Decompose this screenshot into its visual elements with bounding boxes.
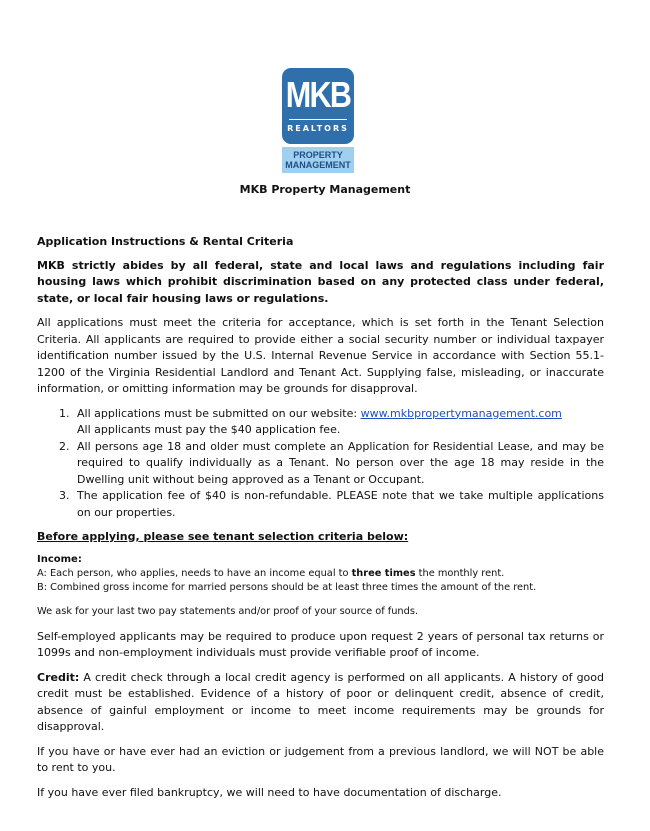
- list-item: 3. The application fee of $40 is non-refundable. PLEASE note that we take multiple applications on our properties.: [73, 488, 604, 521]
- income-item-b: B: Combined gross income for married persons should be at least three times the amount of the rent.: [37, 581, 537, 593]
- logo-divider: [289, 119, 347, 120]
- logo-realtors: REALTORS: [287, 124, 349, 133]
- income-title: Income:: [37, 553, 82, 565]
- criteria-heading: Before applying, please see tenant selection criteria below:: [37, 530, 409, 543]
- income-a-suffix: the monthly rent.: [415, 567, 505, 579]
- website-link[interactable]: www.mkbpropertymanagement.com: [360, 406, 562, 420]
- fair-housing-statement: MKB strictly abides by all federal, state and local laws and regulations including fair housing laws which prohibit discrimination based on any protected class under federal, state, or local fair housing laws or regulations.: [37, 258, 604, 305]
- logo-sub-line1: PROPERTY: [293, 150, 343, 160]
- document-body: [37, 234, 604, 809]
- list-item-1-fee: All applicants must pay the $40 application fee.: [77, 423, 341, 436]
- eviction-paragraph: If you have or have ever had an eviction or judgement from a previous landlord, we will NOT be able to rent to you.: [37, 744, 604, 774]
- income-a-bold: three times: [351, 567, 416, 579]
- section-heading: Application Instructions & Rental Criteria: [37, 235, 294, 248]
- credit-paragraph: [37, 670, 604, 736]
- instruction-list: [37, 406, 604, 522]
- credit-text: A credit check through a local credit agency is performed on all applicants. A history of good credit must be established. Evidence of a history of poor or delinquent credit, absence of credit, absence of gainful employment or income to meet income requirements may be grounds for disapproval.: [37, 670, 604, 733]
- list-item: [73, 406, 604, 439]
- pay-statements-note: We ask for your last two pay statements and/or proof of your source of funds.: [37, 605, 419, 617]
- income-a-prefix: A: Each person, who applies, needs to have an income equal to: [37, 567, 352, 579]
- logo-letters: MKB: [285, 74, 351, 115]
- income-item-a: [37, 567, 604, 581]
- acceptance-paragraph: All applications must meet the criteria for acceptance, which is set forth in the Tenant Selection Criteria. All applicants are required to provide either a social security number or individual taxpayer identification number issued by the U.S. Internal Revenue Service in accordance with Section 55.1-1200 of the Virginia Residential Landlord and Tenant Act. Supplying false, misleading, or inaccurate information, or omitting information may be grounds for disapproval.: [37, 316, 604, 395]
- logo-main-block: [282, 68, 354, 144]
- mkb-logo: [282, 68, 354, 173]
- logo-sub-line2: MANAGEMENT: [285, 160, 351, 170]
- list-item-1-text: All applications must be submitted on our website:: [77, 406, 361, 420]
- self-employed-paragraph: Self-employed applicants may be required to produce upon request 2 years of personal tax returns or 1099s and non-employment individuals must provide verifiable proof of income.: [37, 629, 604, 659]
- credit-label: Credit:: [37, 670, 80, 684]
- logo-property-management: [282, 147, 354, 173]
- company-name: MKB Property Management: [239, 183, 411, 196]
- list-item: 2. All persons age 18 and older must complete an Application for Residential Lease, and may be required to qualify individually as a Tenant. No person over the age 18 may reside in the Dwelling unit without being approved as a Tenant or Occupant.: [73, 439, 604, 489]
- bankruptcy-paragraph: If you have ever filed bankruptcy, we will need to have documentation of discharge.: [37, 785, 502, 799]
